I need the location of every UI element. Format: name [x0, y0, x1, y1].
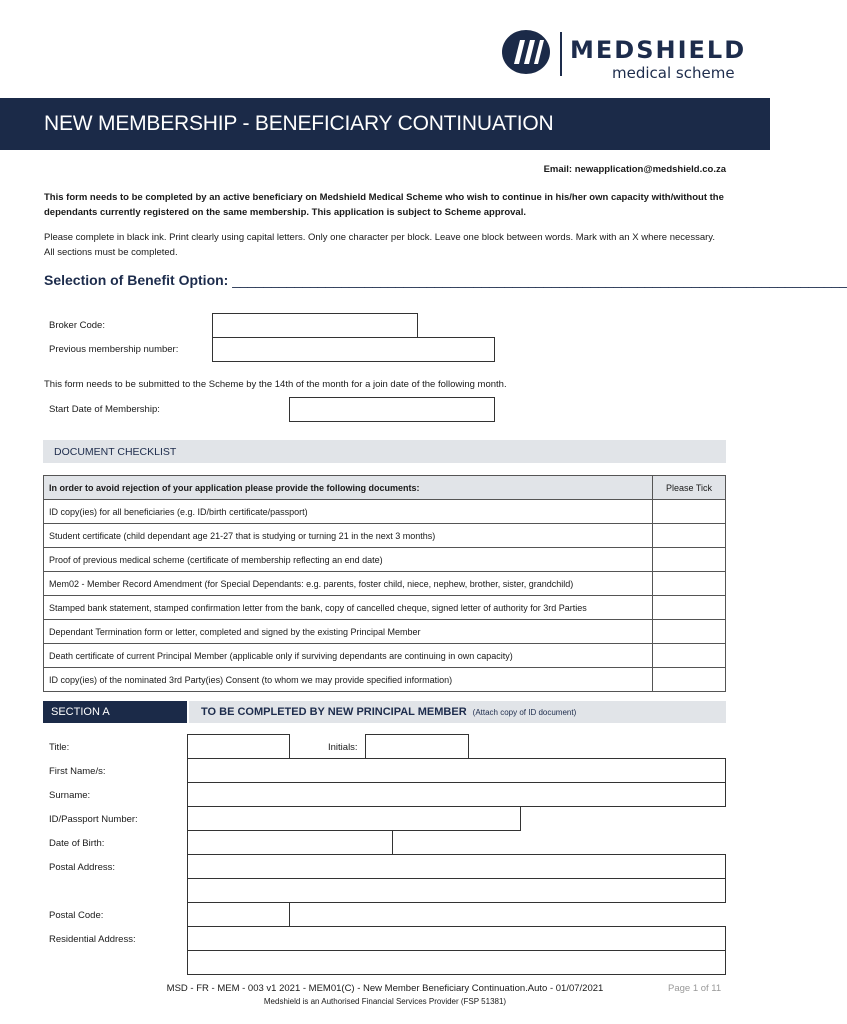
- title-label: Title:: [49, 742, 70, 753]
- benefit-option-row: [44, 272, 847, 288]
- footer-fsp: Medshield is an Authorised Financial Services Provider (FSP 51381): [263, 997, 507, 1006]
- tick-box[interactable]: [653, 668, 726, 692]
- checklist-item: Mem02 - Member Record Amendment (for Special Dependants: e.g. parents, foster child, niece, nephew, brother, sister, grandchild): [44, 572, 653, 596]
- section-a-title-bar: [189, 701, 726, 723]
- page-number: Page 1 of 11: [668, 983, 722, 994]
- postal-address-field-1[interactable]: [187, 854, 726, 879]
- tick-box[interactable]: [653, 572, 726, 596]
- dob-label: Date of Birth:: [49, 838, 105, 849]
- postal-code-label: Postal Code:: [49, 910, 104, 921]
- residential-address-field-2[interactable]: [187, 950, 726, 975]
- document-checklist-table: [43, 475, 726, 692]
- surname-label: Surname:: [49, 790, 91, 801]
- broker-code-field[interactable]: [212, 313, 418, 338]
- checklist-head-row: [44, 476, 726, 500]
- logo-divider: [560, 32, 562, 76]
- tick-box[interactable]: [653, 620, 726, 644]
- footer-form-code: MSD - FR - MEM - 003 v1 2021 - MEM01(C) - New Member Beneficiary Continuation.Auto - 01/07/2021: [166, 983, 604, 994]
- dob-field[interactable]: [187, 830, 393, 855]
- checklist-item: Student certificate (child dependant age 21-27 that is studying or turning 21 in the next 3 months): [44, 524, 653, 548]
- submission-note: This form needs to be submitted to the Scheme by the 14th of the month for a join date of the following month.: [44, 379, 507, 390]
- section-a-title-text: TO BE COMPLETED BY NEW PRINCIPAL MEMBER: [201, 706, 467, 718]
- section-a-title: [201, 706, 576, 718]
- medshield-logo-icon: [500, 28, 556, 80]
- table-row: [44, 596, 726, 620]
- broker-code-label: Broker Code:: [49, 320, 105, 331]
- checklist-item: ID copy(ies) of the nominated 3rd Party(ies) Consent (to whom we may provide specified information): [44, 668, 653, 692]
- table-row: [44, 644, 726, 668]
- checklist-item: Proof of previous medical scheme (certificate of membership reflecting an end date): [44, 548, 653, 572]
- table-row: [44, 572, 726, 596]
- page-title: NEW MEMBERSHIP - BENEFICIARY CONTINUATION: [44, 112, 554, 135]
- intro-text: This form needs to be completed by an active beneficiary on Medshield Medical Scheme who wish to continue in his/her own capacity with/without the dependants currently registered on the same membership. This application is subject to Scheme approval.: [44, 192, 724, 218]
- brand-name: MEDSHIELD: [570, 36, 747, 64]
- checklist-item: Stamped bank statement, stamped confirmation letter from the bank, copy of cancelled cheque, signed letter of authority for 3rd Parties: [44, 596, 653, 620]
- tick-box[interactable]: [653, 524, 726, 548]
- tick-box[interactable]: [653, 596, 726, 620]
- tick-box[interactable]: [653, 548, 726, 572]
- prev-membership-label: Previous membership number:: [49, 344, 179, 355]
- title-field[interactable]: [187, 734, 290, 759]
- benefit-option-label: Selection of Benefit Option:: [44, 272, 229, 288]
- first-names-label: First Name/s:: [49, 766, 106, 777]
- medshield-logo: [500, 24, 750, 84]
- section-a-badge: [43, 701, 187, 723]
- prev-membership-field[interactable]: [212, 337, 495, 362]
- table-row: [44, 500, 726, 524]
- checklist-item: Dependant Termination form or letter, completed and signed by the existing Principal Member: [44, 620, 653, 644]
- table-row: [44, 620, 726, 644]
- tick-box[interactable]: [653, 644, 726, 668]
- tick-box[interactable]: [653, 500, 726, 524]
- checklist-item: ID copy(ies) for all beneficiaries (e.g. ID/birth certificate/passport): [44, 500, 653, 524]
- checklist-item: Death certificate of current Principal Member (applicable only if surviving dependants are continuing in own capacity): [44, 644, 653, 668]
- initials-label: Initials:: [328, 742, 358, 753]
- id-passport-label: ID/Passport Number:: [49, 814, 138, 825]
- table-row: [44, 524, 726, 548]
- table-row: [44, 548, 726, 572]
- checklist-title: DOCUMENT CHECKLIST: [54, 446, 177, 458]
- residential-address-label: Residential Address:: [49, 934, 136, 945]
- table-row: [44, 668, 726, 692]
- start-date-field[interactable]: [289, 397, 495, 422]
- postal-code-field[interactable]: [187, 902, 290, 927]
- residential-address-field-1[interactable]: [187, 926, 726, 951]
- start-date-label: Start Date of Membership:: [49, 404, 160, 415]
- postal-address-field-2[interactable]: [187, 878, 726, 903]
- title-banner: [0, 98, 770, 150]
- first-names-field[interactable]: [187, 758, 726, 783]
- contact-email: Email: newapplication@medshield.co.za: [543, 164, 726, 175]
- brand-tagline: medical scheme: [612, 64, 735, 82]
- tick-col-header: Please Tick: [653, 476, 726, 500]
- initials-field[interactable]: [365, 734, 469, 759]
- id-passport-field[interactable]: [187, 806, 521, 831]
- section-a-label: SECTION A: [51, 706, 110, 718]
- checklist-col-header: In order to avoid rejection of your application please provide the following documents:: [44, 476, 653, 500]
- surname-field[interactable]: [187, 782, 726, 807]
- instructions-text: Please complete in black ink. Print clearly using capital letters. Only one character per block. Leave one block between words. Mark with an X where necessary. All sections must be completed.: [44, 232, 715, 258]
- postal-address-label: Postal Address:: [49, 862, 116, 873]
- section-a-subtitle: (Attach copy of ID document): [472, 708, 577, 717]
- benefit-option-line[interactable]: _______________________________________________________________________________: [232, 272, 847, 288]
- checklist-header-bar: [43, 440, 726, 463]
